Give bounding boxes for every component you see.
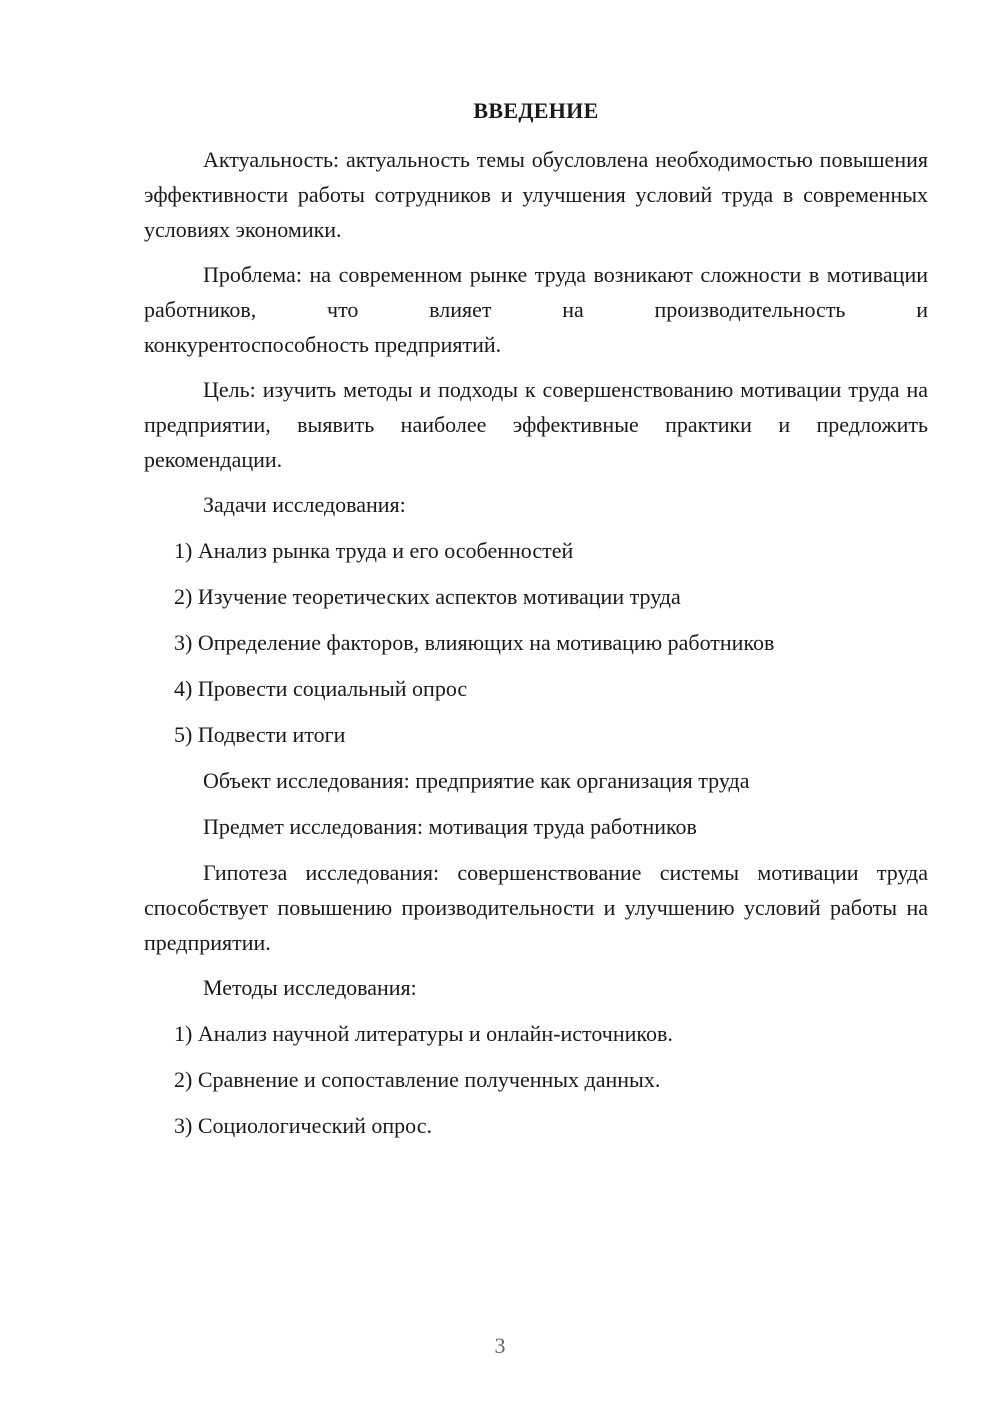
relevance-paragraph: Актуальность: актуальность темы обусловлена необходимостью повышения эффективности работы сотрудников и улучшения условий труда в современных условиях экономики.: [144, 147, 928, 242]
subject-line: Предмет исследования: мотивация труда работников: [203, 814, 697, 839]
tasks-heading: Задачи исследования:: [203, 492, 406, 517]
list-item-task-4: 4) Провести социальный опрос: [174, 676, 468, 701]
list-item-task-1: 1) Анализ рынка труда и его особенностей: [174, 538, 574, 563]
goal-paragraph: Цель: изучить методы и подходы к совершенствованию мотивации труда на предприятии, выявить наиболее эффективные практики и предложить рекомендации.: [144, 377, 928, 472]
list-item-task-3: 3) Определение факторов, влияющих на мотивацию работников: [174, 630, 775, 655]
problem-paragraph: [144, 257, 928, 362]
list-item-method-1: 1) Анализ научной литературы и онлайн-источников.: [174, 1021, 673, 1046]
problem-line-2: конкурентоспособность предприятий.: [144, 332, 502, 357]
document-page: [144, 96, 928, 1154]
methods-heading: Методы исследования:: [203, 975, 417, 1000]
hypothesis-paragraph: Гипотеза исследования: совершенствование системы мотивации труда способствует повышению производительности и улучшению условий работы на предприятии.: [144, 860, 928, 955]
problem-line-1: Проблема: на современном рынке труда возникают сложности в мотивации работников, что влияет на производительность и: [144, 262, 928, 322]
list-item-task-2: 2) Изучение теоретических аспектов мотивации труда: [174, 584, 681, 609]
list-item-method-3: 3) Социологический опрос.: [174, 1113, 432, 1138]
page-number: 3: [494, 1333, 506, 1358]
list-item-method-2: 2) Сравнение и сопоставление полученных данных.: [174, 1067, 661, 1092]
list-item-task-5: 5) Подвести итоги: [174, 722, 346, 747]
object-line: Объект исследования: предприятие как организация труда: [203, 768, 750, 793]
section-title: ВВЕДЕНИЕ: [473, 98, 599, 123]
